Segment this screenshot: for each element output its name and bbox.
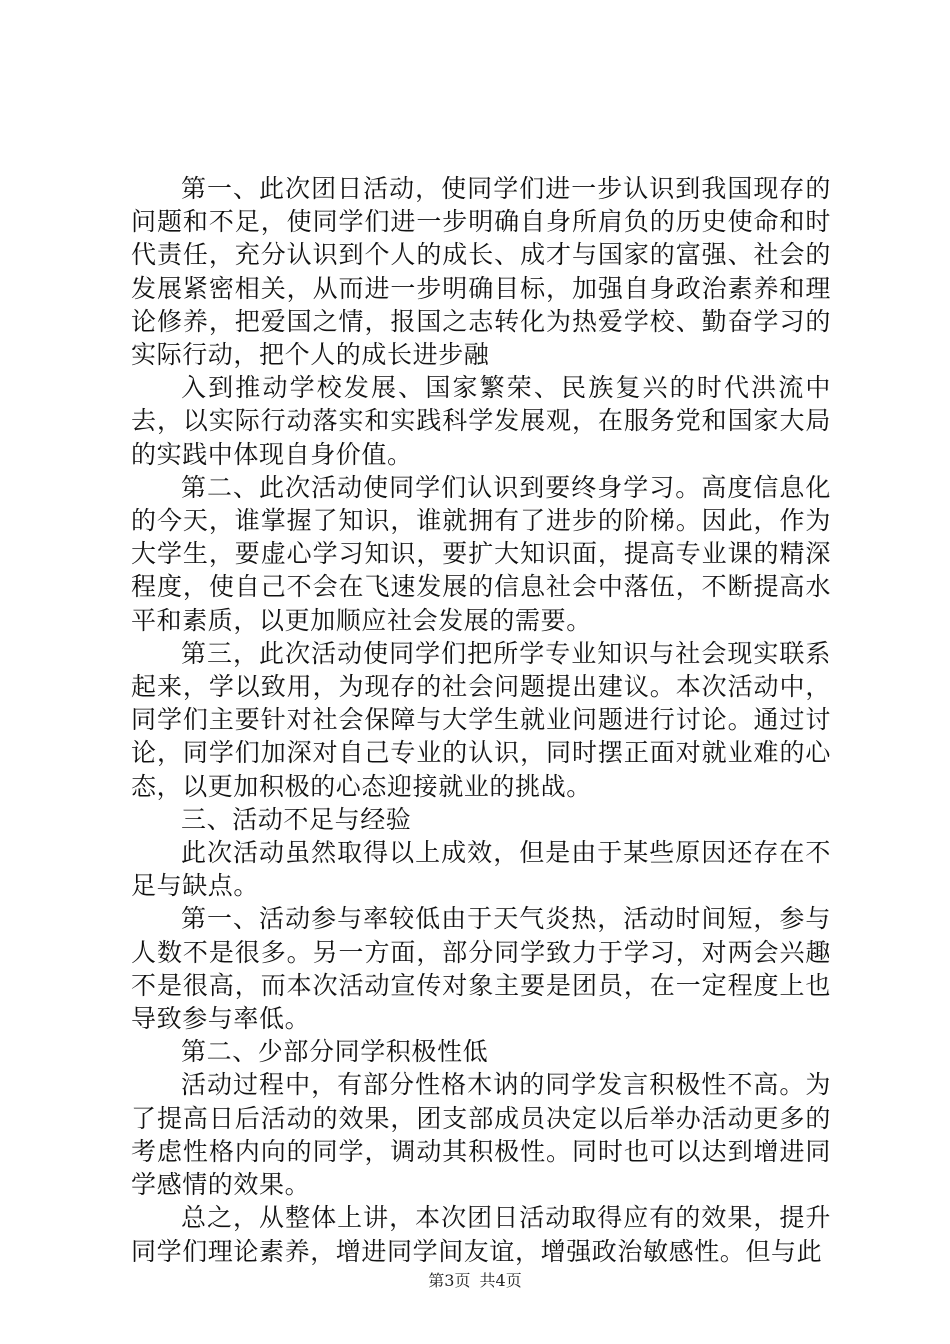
paragraph-9: 总之，从整体上讲，本次团日活动取得应有的效果，提升同学们理论素养，增进同学间友谊，增强政治敏感性。但与此 <box>131 1203 831 1266</box>
paragraph-7: 第二、少部分同学积极性低 <box>181 1037 489 1067</box>
paragraph-5: 此次活动虽然取得以上成效，但是由于某些原因还存在不足与缺点。 <box>131 838 831 901</box>
page-total: 共4页 <box>479 1271 522 1290</box>
document-body <box>131 172 831 1268</box>
paragraph-2: 入到推动学校发展、国家繁荣、民族复兴的时代洪流中去，以实际行动落实和实践科学发展观，在服务党和国家大局的实践中体现自身价值。 <box>131 373 831 469</box>
paragraph-8: 活动过程中，有部分性格木讷的同学发言积极性不高。为了提高日后活动的效果，团支部成员决定以后举办活动更多的考虑性格内向的同学，调动其积极性。同时也可以达到增进同学感情的效果。 <box>131 1070 831 1200</box>
page-footer <box>0 1268 950 1291</box>
page-number: 第3页 <box>428 1271 471 1290</box>
paragraph-6: 第一、活动参与率较低由于天气炎热，活动时间短，参与人数不是很多。另一方面，部分同学致力于学习，对两会兴趣不是很高，而本次活动宣传对象主要是团员，在一定程度上也导致参与率低。 <box>131 904 831 1034</box>
paragraph-4: 第三，此次活动使同学们把所学专业知识与社会现实联系起来，学以致用，为现存的社会问题提出建议。本次活动中，同学们主要针对社会保障与大学生就业问题进行讨论。通过讨论，同学们加深对自己专业的认识，同时摆正面对就业难的心态，以更加积极的心态迎接就业的挑战。 <box>131 638 831 801</box>
paragraph-1: 第一、此次团日活动，使同学们进一步认识到我国现存的问题和不足，使同学们进一步明确自身所肩负的历史使命和时代责任，充分认识到个人的成长、成才与国家的富强、社会的发展紧密相关，从而进一步明确目标，加强自身政治素养和理论修养，把爱国之情，报国之志转化为热爱学校、勤奋学习的实际行动，把个人的成长进步融 <box>131 174 831 370</box>
paragraph-3: 第二、此次活动使同学们认识到要终身学习。高度信息化的今天，谁掌握了知识，谁就拥有了进步的阶梯。因此，作为大学生，要虚心学习知识，要扩大知识面，提高专业课的精深程度，使自己不会在飞速发展的信息社会中落伍，不断提高水平和素质，以更加顺应社会发展的需要。 <box>131 472 831 635</box>
section-heading: 三、活动不足与经验 <box>181 804 412 834</box>
